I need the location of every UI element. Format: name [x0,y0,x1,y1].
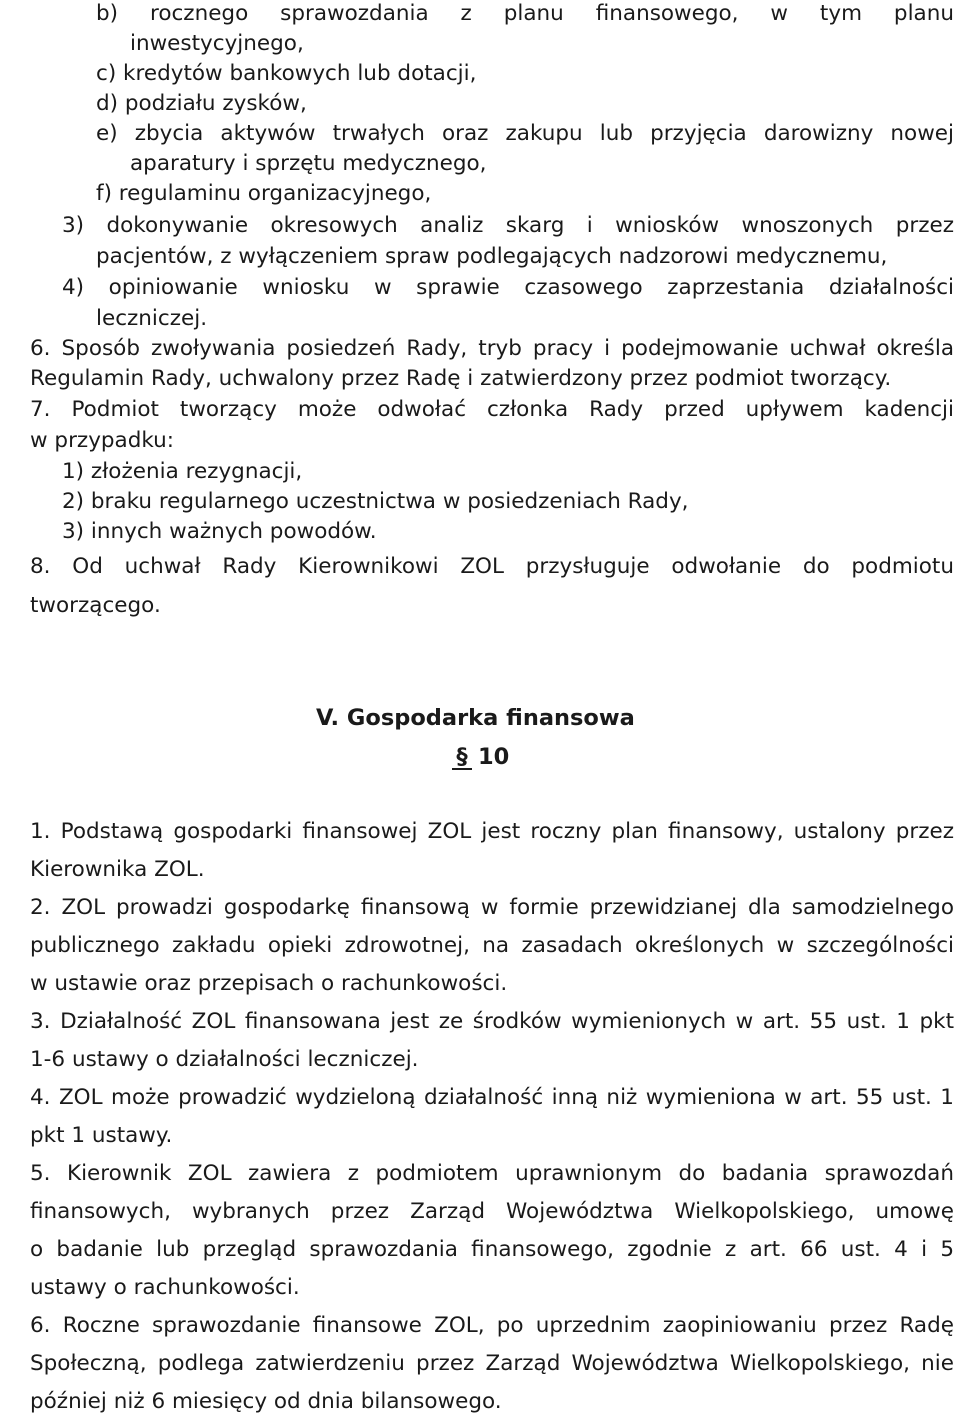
section-title: V. Gospodarka finansowa [316,705,635,731]
paragraph-heading [452,743,509,771]
text-line: pkt 1 ustawy. [30,1123,173,1148]
paragraph-number: 10 [478,744,510,770]
text-line: publicznego zakładu opieki zdrowotnej, na zasadach określonych w szczególności [30,933,954,958]
text-line: Społeczną, podlega zatwierdzeniu przez Zarząd Województwa Wielkopolskiego, nie [30,1351,954,1376]
text-line: 3) innych ważnych powodów. [62,519,377,544]
text-line: finansowych, wybranych przez Zarząd Województwa Wielkopolskiego, umowę [30,1199,954,1224]
text-line: c) kredytów bankowych lub dotacji, [96,61,477,86]
text-line: Kierownika ZOL. [30,857,205,882]
text-line: 1-6 ustawy o działalności leczniczej. [30,1047,419,1072]
text-line: tworzącego. [30,593,161,618]
text-line: 4) opiniowanie wniosku w sprawie czasowego zaprzestania działalności [62,275,954,300]
text-line: leczniczej. [96,306,208,331]
text-line: 2. ZOL prowadzi gospodarkę finansową w formie przewidzianej dla samodzielnego [30,895,954,920]
text-line: 3) dokonywanie okresowych analiz skarg i wniosków wnoszonych przez [62,213,954,238]
text-line: 5. Kierownik ZOL zawiera z podmiotem uprawnionym do badania sprawozdań [30,1161,954,1186]
text-line: 1) złożenia rezygnacji, [62,459,303,484]
text-line: w ustawie oraz przepisach o rachunkowości. [30,971,508,996]
text-line: 6. Roczne sprawozdanie finansowe ZOL, po uprzednim zaopiniowaniu przez Radę [30,1313,954,1338]
paragraph-symbol: § [452,746,472,770]
text-line: f) regulaminu organizacyjnego, [96,181,432,206]
text-line: w przypadku: [30,428,175,453]
text-line: b) rocznego sprawozdania z planu finansowego, w tym planu [96,1,954,26]
text-line: 8. Od uchwał Rady Kierownikowi ZOL przysługuje odwołanie do podmiotu [30,554,954,579]
text-line: inwestycyjnego, [130,31,304,56]
text-line: d) podziału zysków, [96,91,307,116]
text-line: 2) braku regularnego uczestnictwa w posiedzeniach Rady, [62,489,689,514]
text-line: 6. Sposób zwoływania posiedzeń Rady, tryb pracy i podejmowanie uchwał określa [30,336,954,361]
text-line: aparatury i sprzętu medycznego, [130,151,487,176]
text-line: o badanie lub przegląd sprawozdania finansowego, zgodnie z art. 66 ust. 4 i 5 [30,1237,954,1262]
text-line: 1. Podstawą gospodarki finansowej ZOL jest roczny plan finansowy, ustalony przez [30,819,954,844]
text-line: pacjentów, z wyłączeniem spraw podlegających nadzorowi medycznemu, [96,244,888,269]
text-line: ustawy o rachunkowości. [30,1275,300,1300]
text-line: 3. Działalność ZOL finansowana jest ze środków wymienionych w art. 55 ust. 1 pkt [30,1009,954,1034]
text-line: e) zbycia aktywów trwałych oraz zakupu lub przyjęcia darowizny nowej [96,121,954,146]
text-line: 4. ZOL może prowadzić wydzieloną działalność inną niż wymieniona w art. 55 ust. 1 [30,1085,954,1110]
text-line: później niż 6 miesięcy od dnia bilansowego. [30,1389,502,1414]
text-line: 7. Podmiot tworzący może odwołać członka Rady przed upływem kadencji [30,397,954,422]
text-line: Regulamin Rady, uchwalony przez Radę i zatwierdzony przez podmiot tworzący. [30,366,892,391]
